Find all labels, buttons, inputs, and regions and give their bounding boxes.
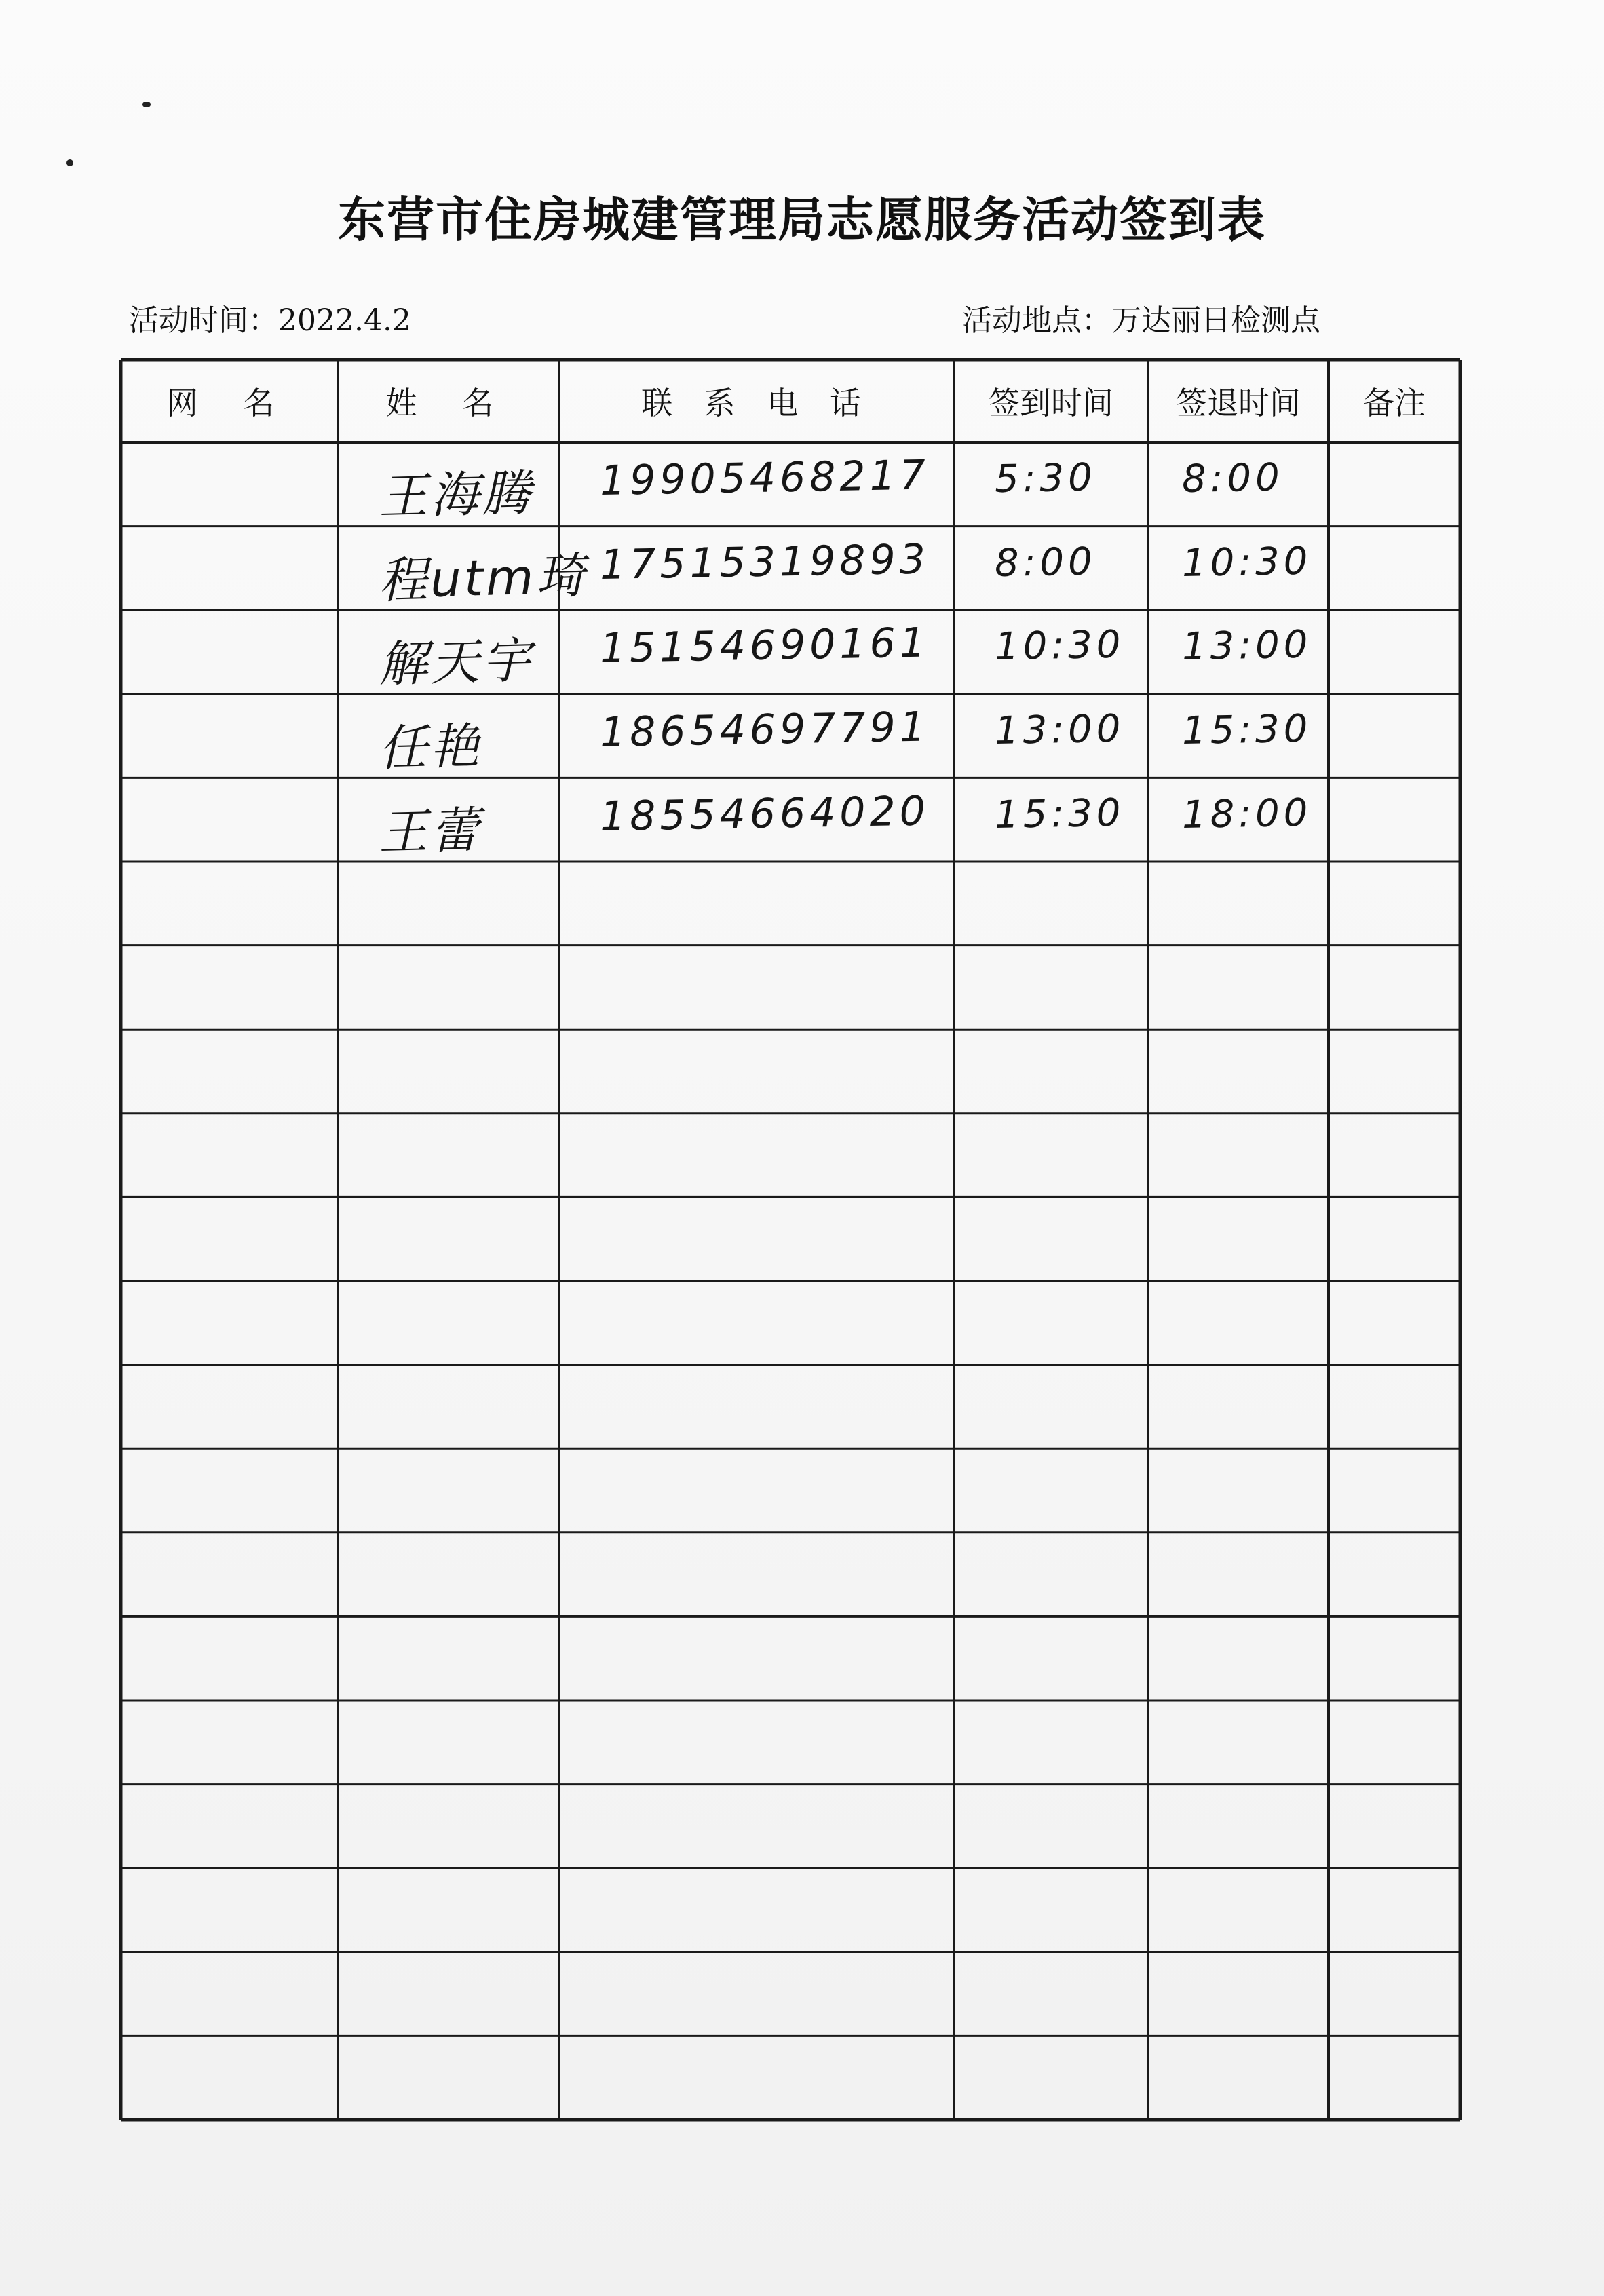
cell-phone: 18554664020 (599, 787, 930, 841)
activity-place: 活动地点：万达丽日检测点 (962, 303, 1320, 338)
column-header: 姓 名 (385, 385, 512, 421)
cell-sign-in: 15:30 (994, 790, 1125, 837)
cell-sign-in: 10:30 (994, 623, 1125, 670)
cell-name: 任艳 (378, 717, 483, 778)
cell-phone: 17515319893 (599, 535, 930, 589)
form-title: 东营市住房城建管理局志愿服务活动签到表 (338, 192, 1266, 248)
cell-phone: 15154690161 (599, 619, 930, 673)
column-header: 网 名 (166, 385, 292, 421)
cell-sign-in: 5:30 (994, 455, 1097, 502)
cell-sign-in: 8:00 (994, 539, 1097, 586)
activity-time: 活动时间：2022.4.2 (129, 303, 411, 338)
cell-phone: 19905468217 (599, 451, 930, 505)
cell-phone: 18654697791 (599, 703, 930, 757)
cell-sign-out: 15:30 (1181, 706, 1312, 754)
cell-name: 解天宇 (378, 632, 535, 693)
cell-name: 王蕾 (378, 801, 483, 861)
column-header: 签退时间 (1176, 385, 1301, 421)
column-header: 备注 (1363, 385, 1426, 421)
column-header: 签到时间 (989, 385, 1113, 421)
cell-sign-out: 10:30 (1181, 539, 1312, 586)
cell-name: 王海腾 (378, 464, 535, 526)
cell-sign-out: 8:00 (1181, 455, 1284, 502)
cell-name: 程utm琦 (378, 546, 589, 609)
cell-sign-out: 13:00 (1181, 623, 1312, 670)
cell-sign-out: 18:00 (1181, 790, 1312, 837)
cell-sign-in: 13:00 (994, 706, 1125, 754)
column-header: 联 系 电 话 (641, 385, 872, 421)
